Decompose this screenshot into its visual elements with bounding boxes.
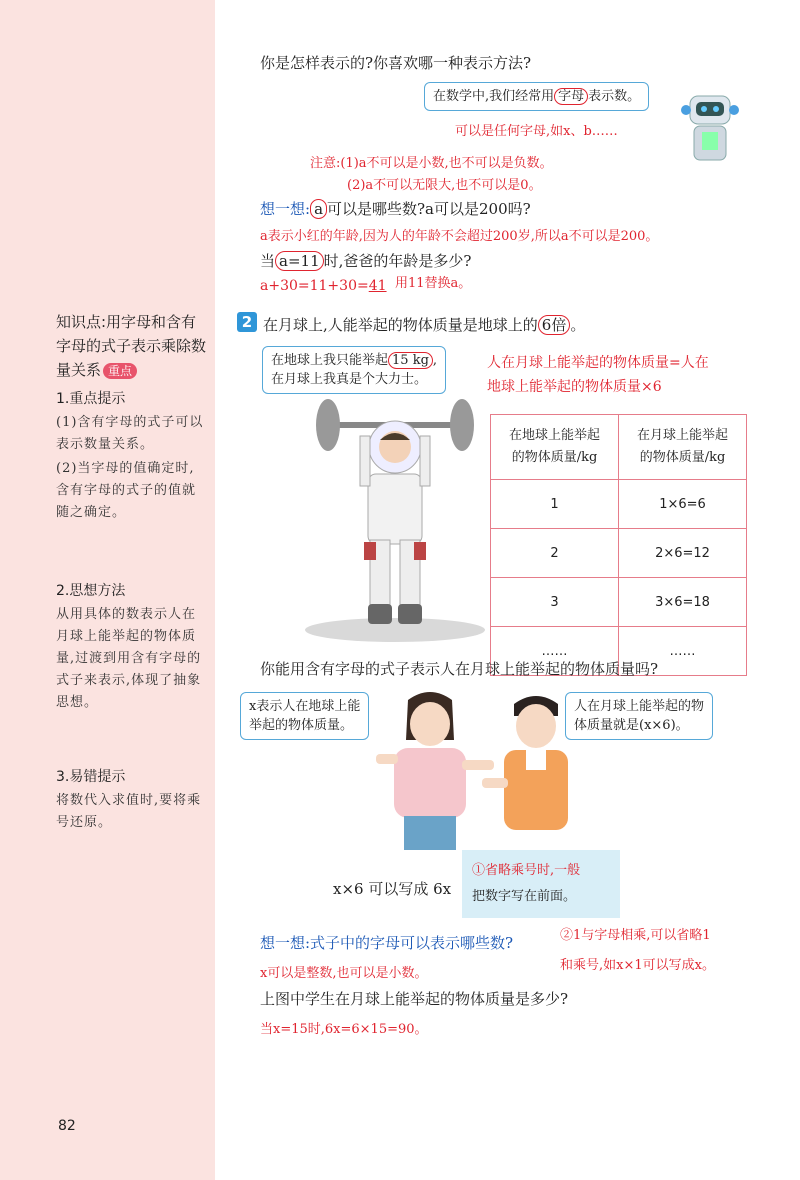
relation-line-2: 地球上能举起的物体质量×6 xyxy=(487,379,662,395)
note-2: (2)a不可以无限大,也不可以是0。 xyxy=(347,178,542,193)
table-row: 3 3×6=18 xyxy=(491,578,747,627)
note-1: 注意:(1)a不可以是小数,也不可以是负数。 xyxy=(310,156,553,171)
robot-illustration xyxy=(680,86,740,166)
table-header-moon: 在月球上能举起 的物体质量/kg xyxy=(619,415,747,480)
question-1: 你是怎样表示的?你喜欢哪一种表示方法? xyxy=(260,54,532,72)
table-row: 1 1×6=6 xyxy=(491,480,747,529)
astronaut-illustration xyxy=(300,392,490,642)
problem-statement: 在月球上,人能举起的物体质量是地球上的 6倍 。 xyxy=(263,316,586,334)
note-letters: 可以是任何字母,如x、b…… xyxy=(455,124,618,139)
tip-text-2: 从用具体的数表示人在月球上能举起的物体质量,过渡到用含有字母的式子来表示,体现了抽象思想。 xyxy=(56,607,202,710)
page-number: 82 xyxy=(58,1118,76,1134)
tip-text-3: 将数代入求值时,要将乘号还原。 xyxy=(56,793,202,830)
answer-1: a表示小红的年龄,因为人的年龄不会超过200岁,所以a不可以是200。 xyxy=(260,229,659,244)
problem-number: 2 xyxy=(237,312,257,332)
tip-2-line-2: 和乘号,如x×1可以写成x。 xyxy=(560,958,715,973)
girl-speech-bubble: x表示人在地球上能 举起的物体质量。 xyxy=(240,692,369,740)
boy-illustration xyxy=(480,690,590,840)
answer-2: x可以是整数,也可以是小数。 xyxy=(260,966,428,981)
knowledge-point-title: 知识点:用字母和含有字母的式子表示乘除数量关系 重点 xyxy=(56,313,207,379)
write-rule: x×6 可以写成 6x xyxy=(333,880,452,898)
tip-heading-2: 2.思想方法 xyxy=(56,583,126,599)
table-row: 2 2×6=12 xyxy=(491,529,747,578)
relation-line-1: 人在月球上能举起的物体质量=人在 xyxy=(487,355,709,371)
robot-speech-bubble: 在数学中,我们经常用 字母 表示数。 xyxy=(424,82,649,111)
tip-heading-1: 1.重点提示 xyxy=(56,391,126,407)
answer-3: 当x=15时,6x=6×15=90。 xyxy=(260,1022,428,1037)
question-4: 上图中学生在月球上能举起的物体质量是多少? xyxy=(260,990,569,1008)
tip-2-line-1: ②1与字母相乘,可以省略1 xyxy=(560,928,711,943)
calculation: a+30=11+30=41 xyxy=(260,278,387,294)
question-3: 你能用含有字母的式子表示人在月球上能举起的物体质量吗? xyxy=(260,660,659,678)
table-row: …… …… xyxy=(491,627,747,676)
omit-multiply-tip: ①省略乘号时,一般 把数字写在前面。 xyxy=(462,850,620,918)
calc-note: 用11替换a。 xyxy=(395,276,472,291)
think-1: 想一想: a 可以是哪些数?a可以是200吗? xyxy=(260,200,531,218)
question-2: 当 a=11 时,爸爸的年龄是多少? xyxy=(260,252,472,270)
think-2: 想一想:式子中的字母可以表示哪些数? xyxy=(260,934,514,952)
astronaut-speech-bubble: 在地球上我只能举起 15 kg , 在月球上我真是个大力士。 xyxy=(262,346,446,394)
tip-text-1a: (1)含有字母的式子可以表示数量关系。 xyxy=(56,415,204,452)
boy-speech-bubble: 人在月球上能举起的物 体质量就是(x×6)。 xyxy=(565,692,713,740)
table-header-earth: 在地球上能举起 的物体质量/kg xyxy=(491,415,619,480)
key-point-badge: 重点 xyxy=(103,363,137,379)
tip-heading-3: 3.易错提示 xyxy=(56,769,126,785)
tip-text-1b: (2)当字母的值确定时,含有字母的式子的值就随之确定。 xyxy=(56,461,197,520)
mass-table xyxy=(490,414,747,676)
